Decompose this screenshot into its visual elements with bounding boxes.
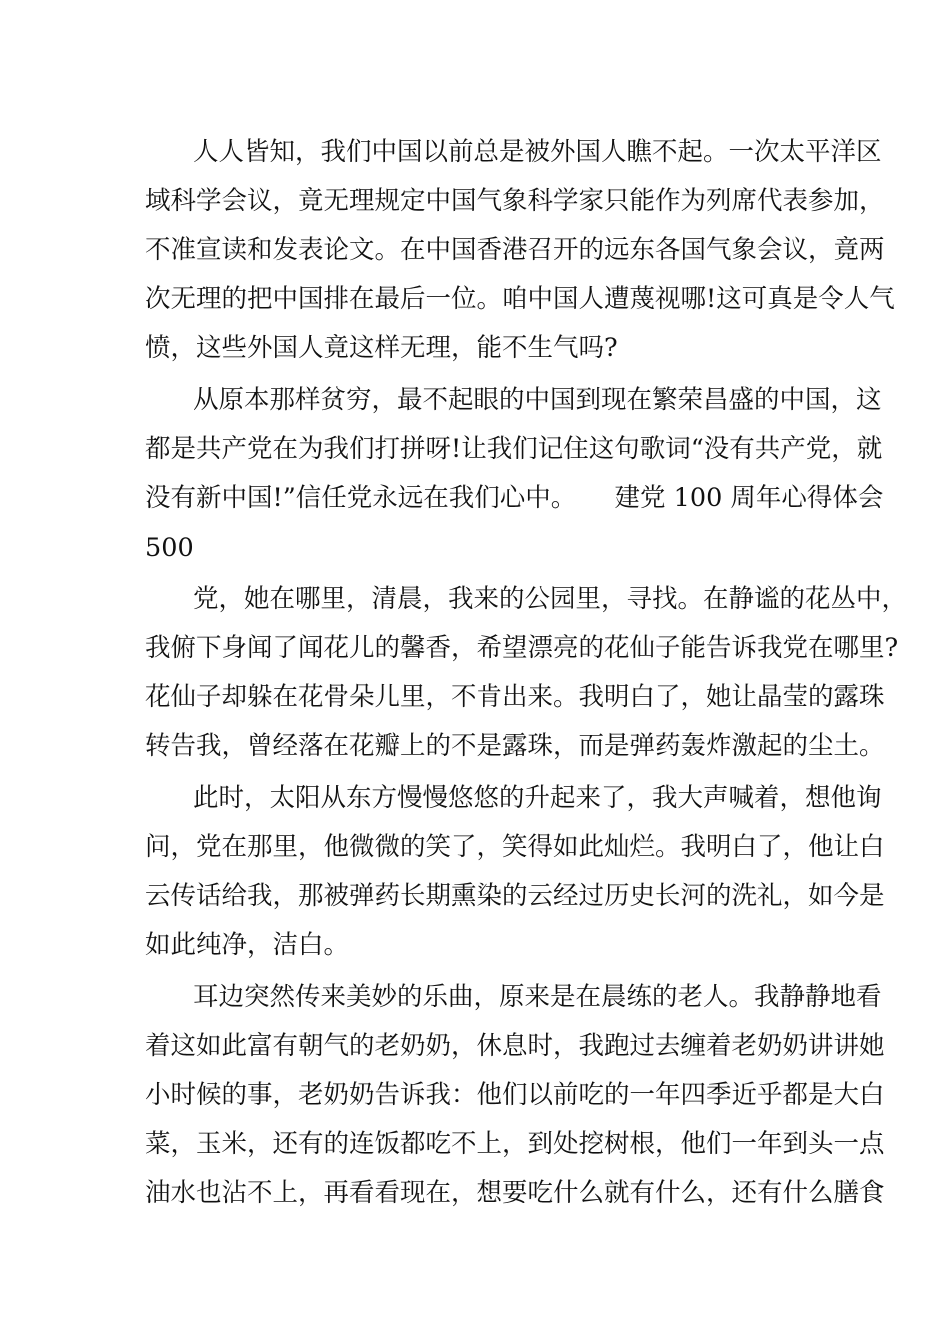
paragraph-2-line-1: 从原本那样贫穷，最不起眼的中国到现在繁荣昌盛的中国，这 xyxy=(193,385,882,415)
paragraph-2-line-4: 500 xyxy=(145,533,194,563)
paragraph-5-line-3: 小时候的事，老奶奶告诉我：他们以前吃的一年四季近乎都是大白 xyxy=(145,1080,885,1110)
paragraph-5-line-1: 耳边突然传来美妙的乐曲，原来是在晨练的老人。我静静地看 xyxy=(193,982,882,1012)
paragraph-4-line-2: 问，党在那里，他微微的笑了，笑得如此灿烂。我明白了，他让白 xyxy=(145,832,885,862)
paragraph-1-line-1: 人人皆知，我们中国以前总是被外国人瞧不起。一次太平洋区 xyxy=(193,137,882,167)
paragraph-3-line-3: 花仙子却躲在花骨朵儿里，不肯出来。我明白了，她让晶莹的露珠 xyxy=(145,682,885,712)
paragraph-2-line-2: 都是共产党在为我们打拼呀!让我们记住这句歌词“没有共产党，就 xyxy=(145,434,883,464)
paragraph-4-line-1: 此时，太阳从东方慢慢悠悠的升起来了，我大声喊着，想他询 xyxy=(193,783,882,813)
paragraph-3-line-2: 我俯下身闻了闻花儿的馨香，希望漂亮的花仙子能告诉我党在哪里? xyxy=(145,633,899,663)
paragraph-1-line-4: 次无理的把中国排在最后一位。咱中国人遭蔑视哪!这可真是令人气 xyxy=(145,284,895,314)
paragraph-1-line-3: 不准宣读和发表论文。在中国香港召开的远东各国气象会议，竟两 xyxy=(145,235,885,265)
paragraph-5-line-2: 着这如此富有朝气的老奶奶，休息时，我跑过去缠着老奶奶讲讲她 xyxy=(145,1031,885,1061)
paragraph-4-line-3: 云传话给我，那被弹药长期熏染的云经过历史长河的洗礼，如今是 xyxy=(145,881,885,911)
paragraph-5-line-4: 菜，玉米，还有的连饭都吃不上，到处挖树根，他们一年到头一点 xyxy=(145,1129,885,1159)
paragraph-3-line-4: 转告我，曾经落在花瓣上的不是露珠，而是弹药轰炸激起的尘土。 xyxy=(145,731,885,761)
paragraph-4-line-4: 如此纯净，洁白。 xyxy=(145,930,350,960)
paragraph-5-line-5: 油水也沾不上，再看看现在，想要吃什么就有什么，还有什么膳食 xyxy=(145,1178,885,1208)
paragraph-1-line-2: 域科学会议，竟无理规定中国气象科学家只能作为列席代表参加， xyxy=(145,186,885,216)
paragraph-3-line-1: 党，她在哪里，清晨，我来的公园里，寻找。在静谧的花丛中， xyxy=(193,584,908,614)
paragraph-1-line-5: 愤，这些外国人竟这样无理，能不生气吗? xyxy=(145,333,618,363)
paragraph-2-line-3: 没有新中国!”信任党永远在我们心中。 建党 100 周年心得体会 xyxy=(145,483,884,513)
